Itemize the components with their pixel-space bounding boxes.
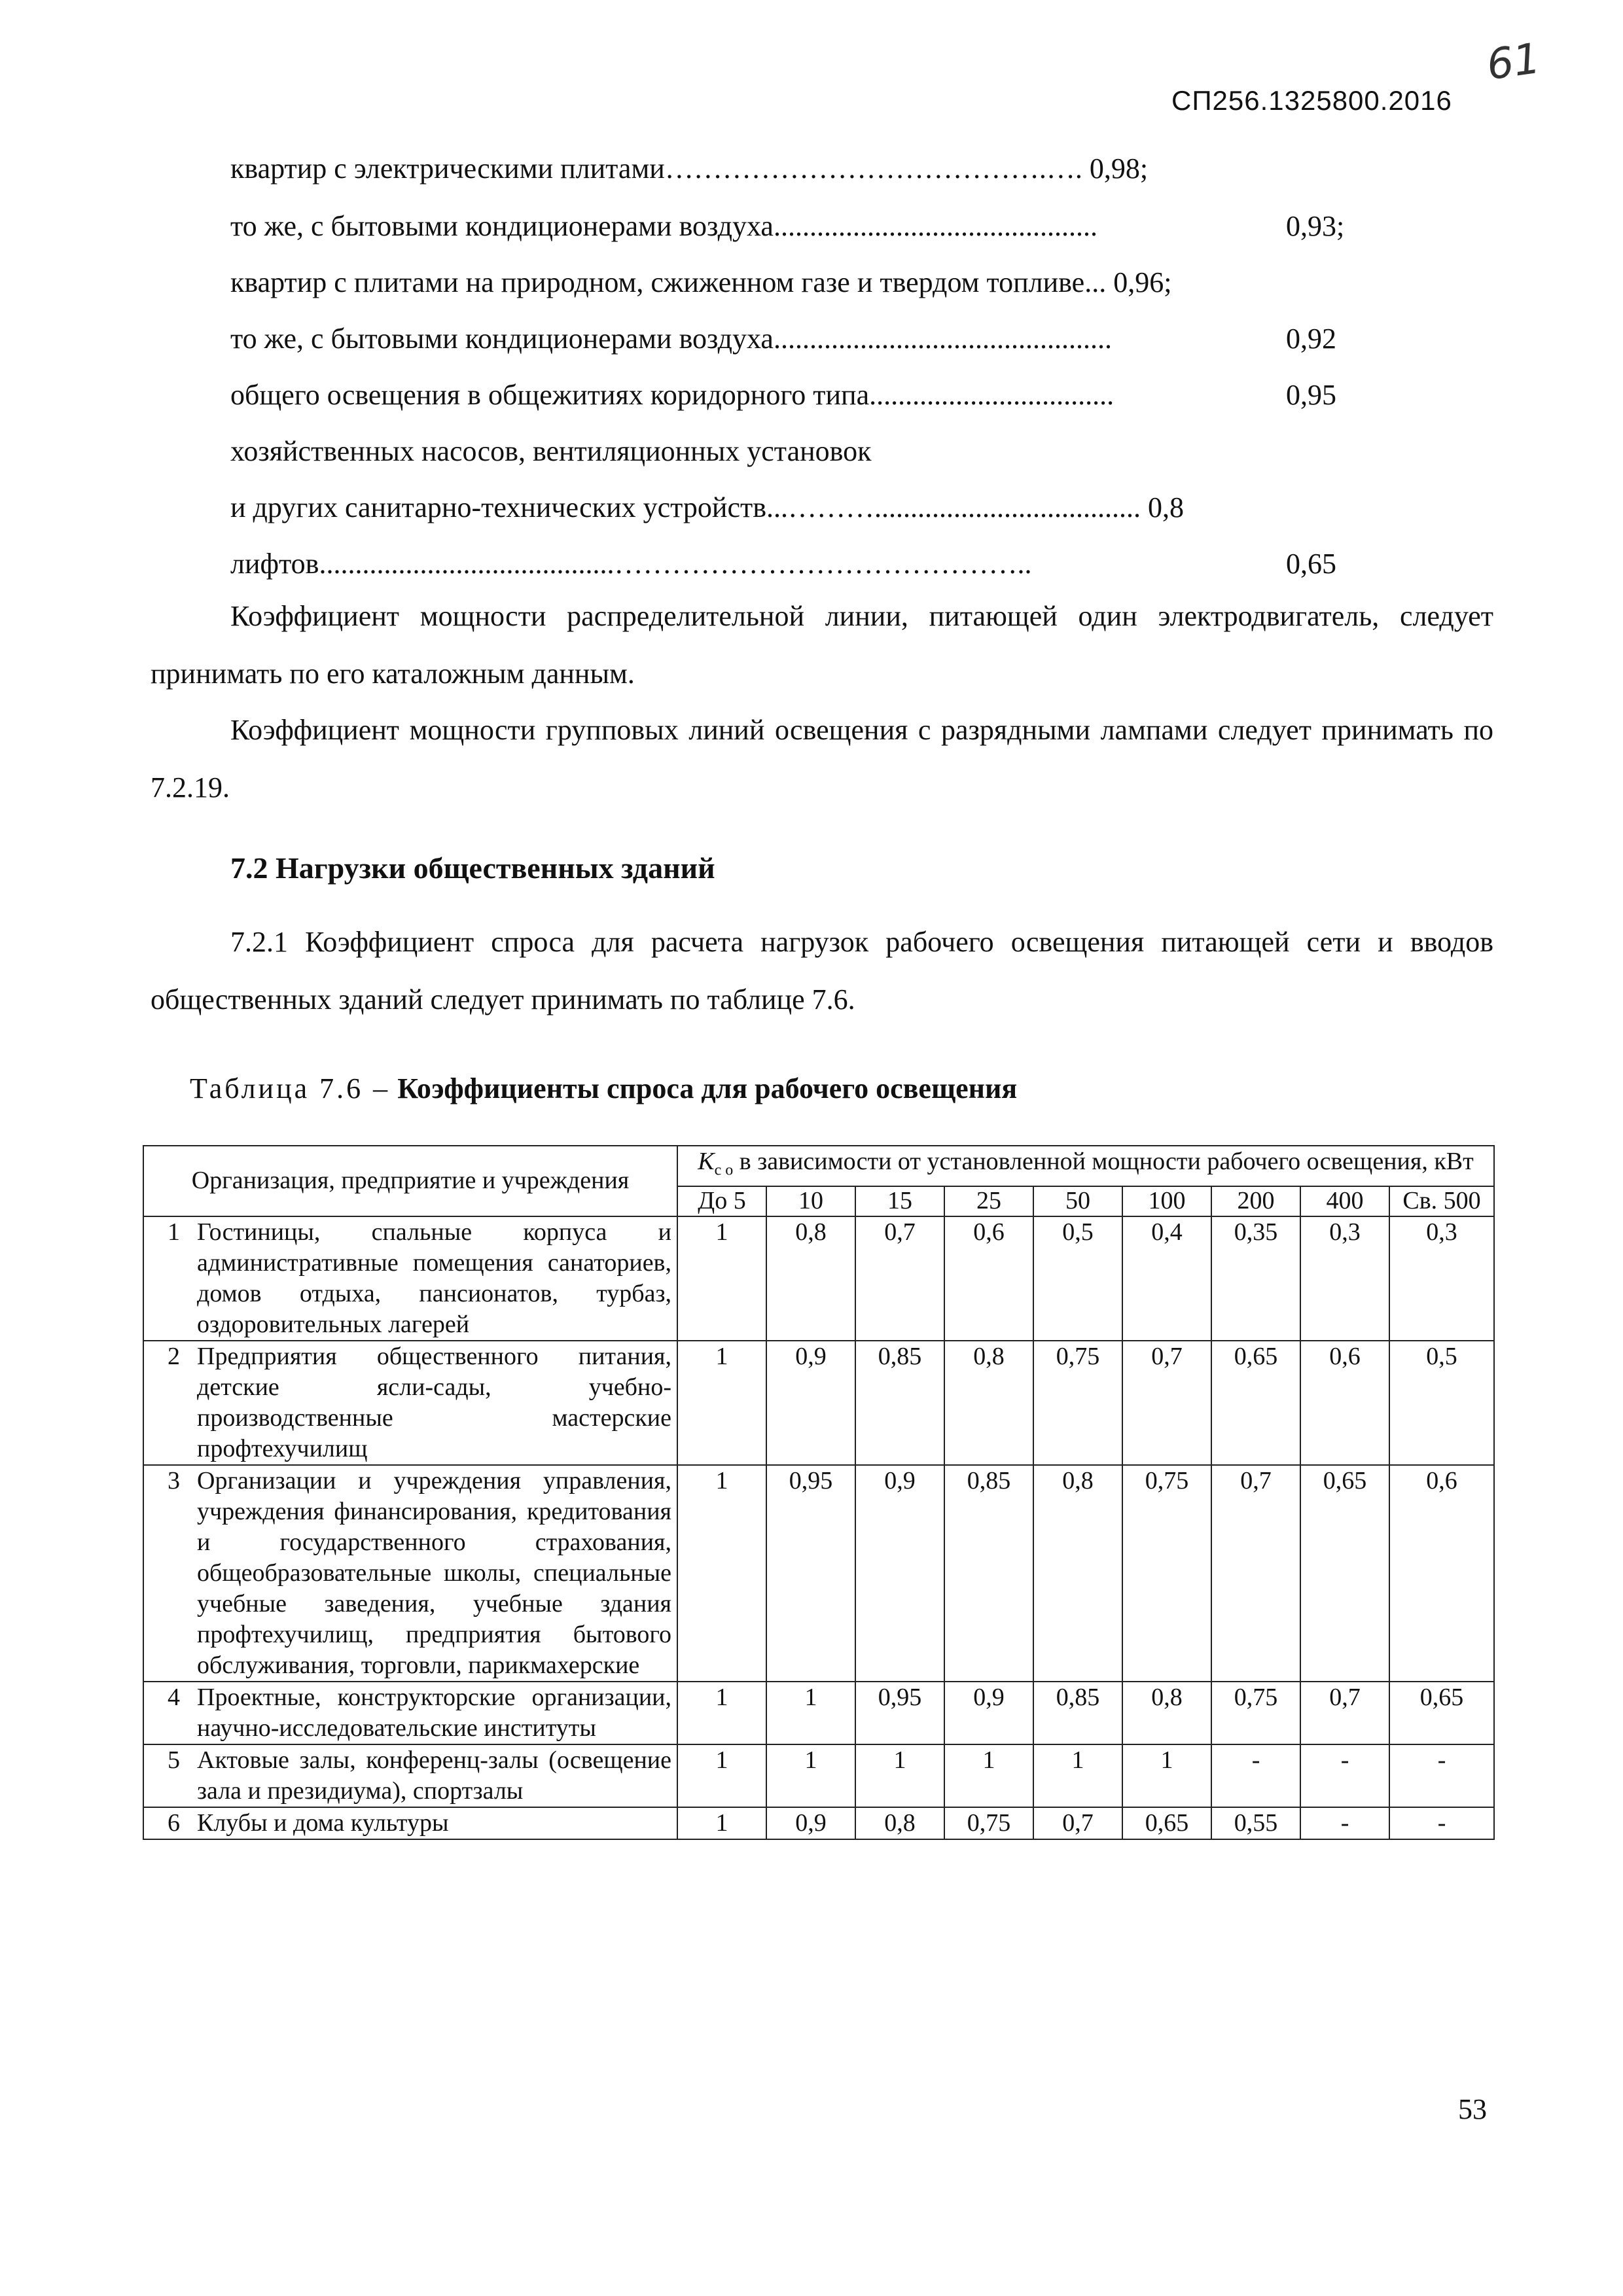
list-line-ac-electric: то же, с бытовыми кондиционерами воздуха............................................. <box>230 210 1097 242</box>
value-cell: 0,3 <box>1300 1216 1389 1341</box>
list-line-sanitary-devices: и других санитарно-технических устройств...………..................................... 0,8 <box>230 491 1184 523</box>
row-number: 3 <box>143 1465 193 1682</box>
demand-factor-header-text: в зависимости от установленной мощности рабочего освещения, кВт <box>733 1148 1474 1175</box>
value-cell: 0,95 <box>855 1682 944 1744</box>
power-header: До 5 <box>677 1186 766 1216</box>
power-header: 50 <box>1033 1186 1122 1216</box>
value-cell: 0,85 <box>855 1341 944 1465</box>
value-cell: 1 <box>766 1682 855 1744</box>
organization-cell: Гостиницы, спальные корпуса и административные помещения санаториев, домов отдыха, пансионатов, турбаз, оздоровительных лагерей <box>193 1216 677 1341</box>
power-header: Св. 500 <box>1389 1186 1494 1216</box>
table-row <box>143 1465 1494 1682</box>
value-cell: 0,7 <box>1033 1807 1122 1839</box>
value-cell: 0,4 <box>1122 1216 1211 1341</box>
value-cell: 0,9 <box>766 1807 855 1839</box>
power-header: 10 <box>766 1186 855 1216</box>
paragraph-motor-power-factor: Коэффициент мощности распределительной линии, питающей один электродвигатель, следует принимать по его каталожным данным. <box>151 600 1493 690</box>
value-cell: 0,7 <box>855 1216 944 1341</box>
list-value-ac-gas: 0,92 <box>1286 323 1336 355</box>
value-cell: 0,65 <box>1122 1807 1211 1839</box>
list-line-ac-gas: то же, с бытовыми кондиционерами воздуха............................................... <box>230 323 1112 355</box>
value-cell: 0,3 <box>1389 1216 1494 1341</box>
value-cell: 1 <box>855 1744 944 1807</box>
k-subscript: с о <box>714 1161 734 1179</box>
value-cell: 0,75 <box>1211 1682 1300 1744</box>
row-number: 4 <box>143 1682 193 1744</box>
power-header: 100 <box>1122 1186 1211 1216</box>
table-caption-title: Коэффициенты спроса для рабочего освещения <box>397 1072 1018 1104</box>
value-cell: 0,5 <box>1389 1341 1494 1465</box>
value-cell: 1 <box>677 1682 766 1744</box>
value-cell: 0,8 <box>1033 1465 1122 1682</box>
organization-cell: Предприятия общественного питания, детские ясли-сады, учебно-производственные мастерские профтехучилищ <box>193 1341 677 1465</box>
organization-cell: Актовые залы, конференц-залы (освещение зала и президиума), спортзалы <box>193 1744 677 1807</box>
value-cell: 0,8 <box>944 1341 1033 1465</box>
table-row <box>143 1341 1494 1465</box>
list-line-elevators: лифтов.........................................…………………………………….. <box>230 548 1032 580</box>
value-cell: 1 <box>677 1744 766 1807</box>
value-cell: 1 <box>677 1465 766 1682</box>
table-header-row <box>143 1146 1494 1186</box>
list-line-dormitory-lighting: общего освещения в общежитиях коридорного типа.................................. <box>230 379 1115 411</box>
value-cell: 0,65 <box>1211 1341 1300 1465</box>
value-cell: 1 <box>677 1341 766 1465</box>
section-heading: 7.2 Нагрузки общественных зданий <box>230 851 715 885</box>
row-number: 2 <box>143 1341 193 1465</box>
page-number: 53 <box>1458 2093 1487 2125</box>
table-row <box>143 1216 1494 1341</box>
value-cell: 1 <box>766 1744 855 1807</box>
organization-cell: Организации и учреждения управления, учреждения финансирования, кредитования и государственного страхования, общеобразовательные школы, специальные учебные заведения, учебные здания профтехучилищ, предприятия бытового обслуживания, торговли, парикмахерские <box>193 1465 677 1682</box>
table-row <box>143 1807 1494 1839</box>
value-cell: 0,6 <box>1300 1341 1389 1465</box>
value-cell: 0,7 <box>1300 1682 1389 1744</box>
value-cell: 0,85 <box>944 1465 1033 1682</box>
handwritten-page-mark: 61 <box>1484 34 1544 90</box>
value-cell: 0,6 <box>944 1216 1033 1341</box>
organization-cell: Клубы и дома культуры <box>193 1807 677 1839</box>
list-value-ac-electric: 0,93; <box>1286 210 1345 242</box>
value-cell: 0,35 <box>1211 1216 1300 1341</box>
k-symbol: K <box>698 1148 715 1175</box>
document-code: СП256.1325800.2016 <box>1171 85 1452 116</box>
value-cell: 0,65 <box>1300 1465 1389 1682</box>
table-row <box>143 1744 1494 1807</box>
organization-cell: Проектные, конструкторские организации, научно-исследовательские институты <box>193 1682 677 1744</box>
paragraph-lighting-power-factor: Коэффициент мощности групповых линий освещения с разрядными лампами следует принимать по 7.2.19. <box>151 714 1493 804</box>
table-row <box>143 1682 1494 1744</box>
table-header-organization: Организация, предприятие и учреждения <box>143 1146 677 1216</box>
value-cell: 0,75 <box>944 1807 1033 1839</box>
list-value-dormitory-lighting: 0,95 <box>1286 379 1336 411</box>
value-cell: 0,8 <box>766 1216 855 1341</box>
value-cell: - <box>1300 1807 1389 1839</box>
value-cell: 0,65 <box>1389 1682 1494 1744</box>
value-cell: - <box>1211 1744 1300 1807</box>
value-cell: 1 <box>944 1744 1033 1807</box>
value-cell: 0,7 <box>1211 1465 1300 1682</box>
value-cell: 0,7 <box>1122 1341 1211 1465</box>
list-line-pumps: хозяйственных насосов, вентиляционных установок <box>230 435 872 467</box>
table-header-demand-factor <box>677 1146 1494 1186</box>
row-number: 1 <box>143 1216 193 1341</box>
list-line-electric-stoves: квартир с электрическими плитами………………………………….…. 0,98; <box>230 152 1149 185</box>
value-cell: 0,55 <box>1211 1807 1300 1839</box>
value-cell: 0,9 <box>944 1682 1033 1744</box>
value-cell: 0,8 <box>855 1807 944 1839</box>
value-cell: 0,5 <box>1033 1216 1122 1341</box>
value-cell: - <box>1389 1744 1494 1807</box>
table-caption-label: Таблица 7.6 – <box>190 1072 391 1104</box>
value-cell: 0,85 <box>1033 1682 1122 1744</box>
value-cell: - <box>1300 1744 1389 1807</box>
power-header: 25 <box>944 1186 1033 1216</box>
list-line-gas-stoves: квартир с плитами на природном, сжиженном газе и твердом топливе... 0,96; <box>230 266 1172 298</box>
value-cell: 0,75 <box>1033 1341 1122 1465</box>
value-cell: 1 <box>1033 1744 1122 1807</box>
row-number: 6 <box>143 1807 193 1839</box>
value-cell: 1 <box>677 1216 766 1341</box>
list-value-elevators: 0,65 <box>1286 548 1336 580</box>
power-header: 200 <box>1211 1186 1300 1216</box>
value-cell: 0,6 <box>1389 1465 1494 1682</box>
value-cell: 0,75 <box>1122 1465 1211 1682</box>
value-cell: - <box>1389 1807 1494 1839</box>
power-header: 15 <box>855 1186 944 1216</box>
value-cell: 1 <box>1122 1744 1211 1807</box>
value-cell: 0,9 <box>766 1341 855 1465</box>
value-cell: 0,8 <box>1122 1682 1211 1744</box>
value-cell: 1 <box>677 1807 766 1839</box>
paragraph-7-2-1: 7.2.1 Коэффициент спроса для расчета нагрузок рабочего освещения питающей сети и вводов общественных зданий следует принимать по таблице 7.6. <box>151 926 1493 1016</box>
value-cell: 0,95 <box>766 1465 855 1682</box>
demand-factor-table <box>143 1145 1495 1840</box>
value-cell: 0,9 <box>855 1465 944 1682</box>
table-caption <box>190 1072 1017 1105</box>
row-number: 5 <box>143 1744 193 1807</box>
power-header: 400 <box>1300 1186 1389 1216</box>
